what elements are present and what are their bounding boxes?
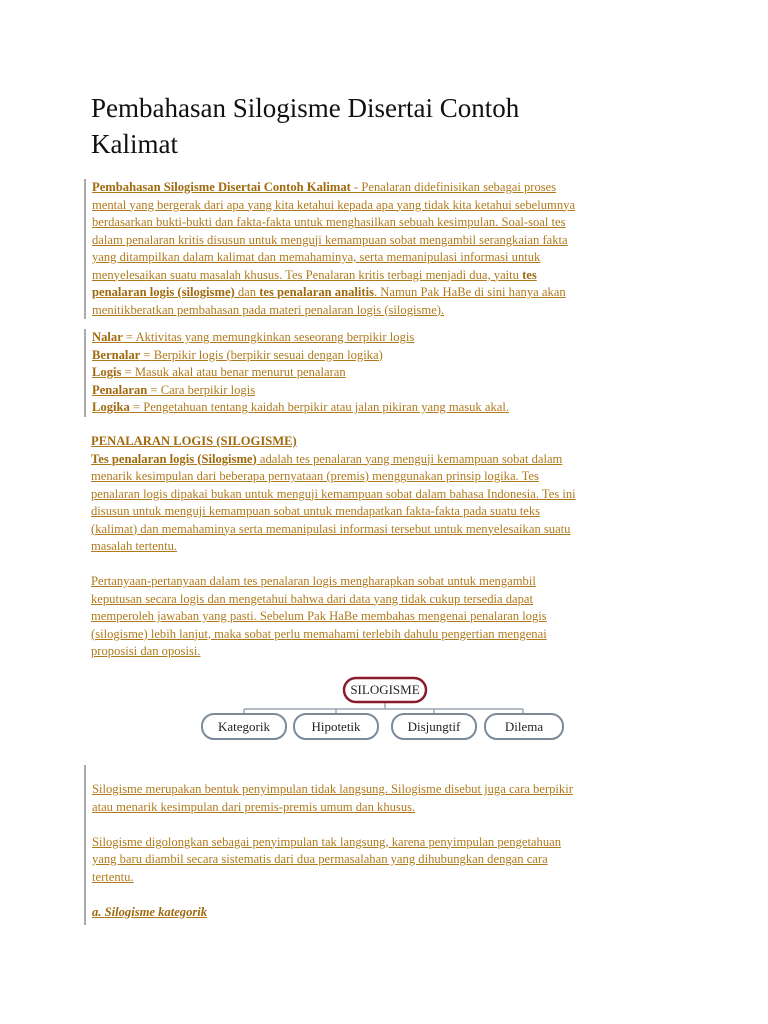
section1-line: proposisi dan oposisi. [91, 644, 201, 658]
definition-description: Pengetahuan tentang kaidah berpikir atau jalan pikiran yang masuk akal. [143, 400, 509, 414]
section1-line [91, 451, 691, 469]
section2-line: Silogisme digolongkan sebagai penyimpulan tak langsung, karena penyimpulan pengetahuan [92, 834, 562, 849]
section1-line: (silogisme) lebih lanjut, maka sobat perlu memahami terlebih dahulu pengertian mengenai [91, 626, 547, 641]
section1-text: adalah tes penalaran yang menguji kemampuan sobat dalam [256, 451, 563, 466]
definition-description: Berpikir logis (berpikir sesuai dengan logika) [153, 347, 383, 362]
intro-bold-text: tes [522, 267, 537, 282]
intro-line-3: berdasarkan bukti-bukti dan fakta-fakta untuk menghasilkan sebuah kesimpulan. Soal-soal tes [92, 215, 566, 229]
diagram-child-label: Disjungtif [407, 719, 461, 734]
section1-line: masalah tertentu. [91, 539, 178, 553]
intro-line-5: yang ditampilkan dalam kalimat dan memahaminya, serta memanipulasi informasi untuk [92, 250, 541, 264]
diagram-child-node [392, 714, 476, 739]
article-title-line-1: Pembahasan Silogisme Disertai Contoh [91, 93, 520, 123]
diagram-root-node [344, 678, 426, 702]
definition-item [92, 329, 692, 347]
section1-bold-text: Tes penalaran logis (Silogisme) [91, 451, 257, 466]
definition-item [92, 399, 692, 417]
definition-item [92, 364, 692, 382]
section2-line: yang baru diambil secara sistematis dari dua permasalahan yang dihubungkan dengan cara [92, 852, 548, 866]
definition-item [92, 382, 692, 400]
section2-line: Silogisme merupakan bentuk penyimpulan tidak langsung. Silogisme disebut juga cara berpikir [92, 782, 573, 796]
definition-term: Penalaran [92, 382, 148, 397]
definition-term: Logika [92, 400, 130, 414]
silogisme-diagram [198, 676, 578, 742]
section1-line: menarik kesimpulan dari beberapa pernyataan (premis) menggunakan prinsip logika. Tes [91, 469, 539, 483]
intro-line-6 [92, 267, 692, 285]
definition-item [92, 347, 692, 365]
paragraph-gap [91, 556, 691, 574]
definitions-list [84, 329, 692, 417]
intro-line-1 [92, 179, 692, 197]
diagram-connectors [244, 702, 523, 714]
definition-description: Aktivitas yang memungkinkan seseorang berpikir logis [135, 330, 415, 344]
section-silogisme-definition [84, 765, 692, 925]
definition-term: Bernalar [92, 347, 141, 362]
diagram-child-label: Dilema [504, 719, 544, 734]
intro-paragraph [84, 179, 692, 319]
definition-separator: = [147, 382, 161, 397]
intro-bold-text: tes penalaran analitis [259, 285, 374, 299]
paragraph-gap [92, 886, 692, 904]
intro-line-4: dalam penalaran kritis disusun untuk menguji kemampuan sobat mengambil serangkaian fakta [92, 232, 568, 247]
intro-title-link[interactable]: Pembahasan Silogisme Disertai Contoh Kalimat [92, 180, 351, 194]
definition-separator: = [121, 365, 135, 379]
definition-separator: = [140, 347, 154, 362]
intro-line-8: menitikberatkan pembahasan pada materi penalaran logis (silogisme). [92, 302, 445, 317]
diagram-child-label: Hipotetik [311, 719, 361, 734]
section1-line: keputusan secara logis dan mengetahui bahwa dari data yang tidak cukup tersedia dapat [91, 591, 534, 606]
definition-separator: = [122, 330, 136, 344]
diagram-root-label: SILOGISME [350, 682, 420, 697]
section1-line: (kalimat) dan memahaminya serta memanipulasi informasi tersebut untuk menyelesaikan suatu [91, 521, 571, 536]
diagram-child-node [294, 714, 378, 739]
section1-line: Pertanyaan-pertanyaan dalam tes penalaran logis mengharapkan sobat untuk mengambil [91, 574, 536, 588]
diagram-child-node [485, 714, 563, 739]
intro-text: . Namun Pak HaBe di sini hanya akan [373, 285, 566, 299]
definition-description: Masuk akal atau benar menurut penalaran [134, 365, 346, 379]
section-penalaran-logis [91, 433, 691, 661]
definition-separator: = [129, 400, 144, 414]
definition-description: Cara berpikir logis [160, 382, 256, 397]
section1-line: penalaran logis dipakai bukan untuk menguji kemampuan sobat dalam bahasa Indonesia. Tes ini [91, 486, 576, 501]
section2-line: atau menarik kesimpulan dari premis-premis umum dan khusus. [92, 799, 416, 814]
intro-line-2: mental yang bergerak dari apa yang kita ketahui kepada apa yang tidak kita ketahui sebelumnya [92, 197, 576, 212]
intro-text: - Penalaran didefinisikan sebagai proses [350, 180, 557, 194]
section2-line: tertentu. [92, 869, 134, 884]
article-title [91, 90, 691, 162]
intro-line-7 [92, 284, 692, 302]
intro-bold-text: penalaran logis (silogisme) [92, 285, 235, 299]
intro-text: menyelesaikan suatu masalah khusus. Tes Penalaran kritis terbagi menjadi dua, yaitu [92, 267, 523, 282]
diagram-child-label: Kategorik [218, 719, 270, 734]
definition-term: Logis [92, 365, 122, 379]
paragraph-gap [92, 816, 692, 834]
subheading-silogisme-kategorik: a. Silogisme kategorik [92, 904, 208, 919]
section1-line: memperoleh jawaban yang pasti. Sebelum Pak HaBe membahas mengenai penalaran logis [91, 609, 547, 623]
article-title-line-2: Kalimat [91, 129, 178, 159]
section-heading: PENALARAN LOGIS (SILOGISME) [91, 434, 297, 448]
definition-term: Nalar [92, 330, 123, 344]
intro-text: dan [234, 285, 260, 299]
section1-line: disusun untuk menguji kemampuan sobat untuk mendapatkan fakta-fakta pada suatu teks [91, 504, 541, 518]
diagram-child-node [202, 714, 286, 739]
silogisme-diagram-svg [198, 676, 578, 742]
